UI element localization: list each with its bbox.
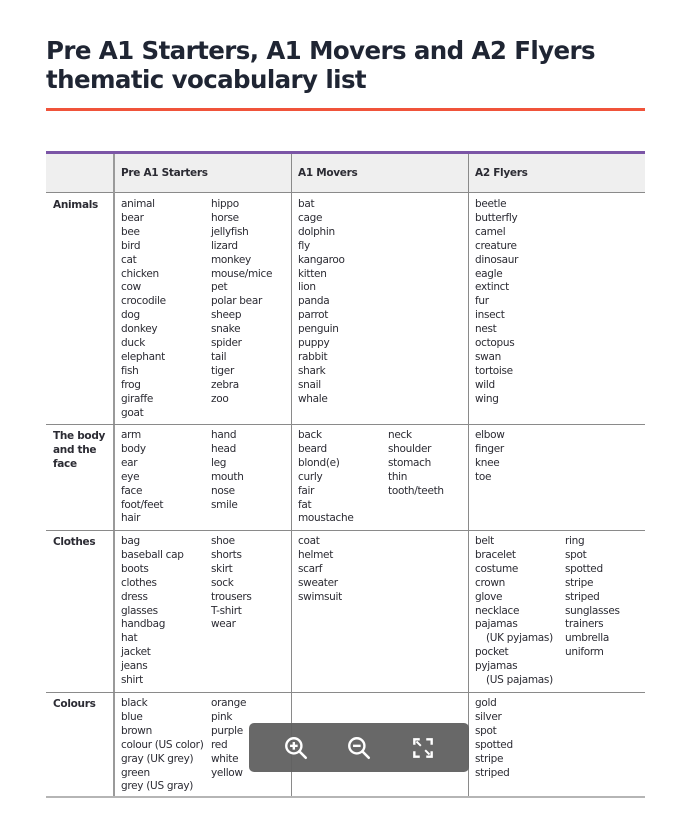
vocabulary-word: insect [475, 309, 505, 322]
vocabulary-word: butterfly [475, 211, 518, 224]
title-underline-divider [46, 108, 645, 111]
vocabulary-word: crown [475, 576, 506, 589]
vocabulary-word: sheep [211, 309, 242, 322]
vocabulary-word: pajamas [475, 618, 518, 631]
vocabulary-word: tooth/teeth [388, 484, 444, 497]
vocabulary-word: bracelet [475, 548, 516, 561]
vocabulary-word: stomach [388, 456, 432, 469]
vocabulary-word: snail [298, 378, 321, 391]
vocabulary-word: nest [475, 323, 497, 336]
vocabulary-word: shoe [211, 535, 235, 547]
word-list-starters [121, 429, 163, 526]
vocabulary-word: cow [121, 281, 141, 294]
vocabulary-word: (US pajamas) [486, 674, 553, 687]
viewer-zoom-toolbar [249, 723, 469, 772]
column-divider [468, 154, 469, 797]
vocabulary-word: nose [211, 484, 235, 497]
theme-label-clothes: Clothes [53, 536, 96, 548]
word-list-starters [121, 535, 184, 688]
vocabulary-word: stripe [565, 576, 594, 589]
vocabulary-word: tiger [211, 364, 234, 377]
vocabulary-word: spot [565, 548, 587, 561]
vocabulary-word: knee [475, 456, 500, 469]
vocabulary-word: kangaroo [298, 253, 345, 266]
vocabulary-word: pink [211, 710, 233, 723]
vocabulary-word: smile [211, 498, 238, 511]
vocabulary-word: striped [565, 590, 600, 603]
vocabulary-word: glove [475, 590, 503, 603]
vocabulary-word: fat [298, 498, 312, 511]
vocabulary-word: trainers [565, 618, 604, 631]
vocabulary-word: boots [121, 562, 149, 575]
theme-label-colours: Colours [53, 698, 96, 710]
zoom-out-button[interactable] [346, 735, 372, 761]
vocabulary-word: grey (US gray) [121, 780, 194, 793]
vocabulary-word: toe [475, 470, 492, 483]
page-title-line-1: Pre A1 Starters, A1 Movers and A2 Flyers [46, 36, 596, 65]
vocabulary-word: polar bear [211, 295, 262, 308]
column-divider [113, 154, 115, 797]
vocabulary-word: body [121, 442, 146, 455]
vocabulary-word: purple [211, 724, 243, 737]
vocabulary-word: striped [475, 766, 510, 779]
vocabulary-word: sock [211, 576, 234, 589]
vocabulary-word: hippo [211, 198, 239, 210]
vocabulary-word: jellyfish [211, 225, 249, 238]
vocabulary-word: tail [211, 350, 227, 363]
vocabulary-word: eagle [475, 267, 503, 280]
vocabulary-word: sweater [298, 576, 338, 589]
vocabulary-word: pyjamas [475, 660, 518, 673]
vocabulary-word: necklace [475, 604, 520, 617]
word-list-starters [211, 429, 244, 512]
vocabulary-word: costume [475, 562, 519, 575]
vocabulary-word: crocodile [121, 295, 166, 308]
word-list-starters [211, 198, 272, 407]
vocabulary-word: whale [298, 392, 328, 405]
vocabulary-word: panda [298, 295, 330, 308]
vocabulary-word: head [211, 442, 237, 455]
zoom-in-button[interactable] [283, 735, 309, 761]
word-list-starters [121, 198, 166, 421]
word-list-flyers [475, 429, 505, 485]
word-list-movers [298, 429, 354, 526]
vocabulary-word: hat [121, 632, 138, 645]
vocabulary-word: hair [121, 512, 141, 525]
word-list-flyers [475, 198, 518, 407]
row-divider [46, 530, 645, 531]
vocabulary-word: lizard [211, 239, 238, 252]
vocabulary-word: green [121, 766, 150, 779]
vocabulary-word: donkey [121, 323, 158, 336]
word-list-starters [211, 535, 252, 632]
vocabulary-word: creature [475, 239, 517, 252]
vocabulary-word: beetle [475, 198, 507, 210]
vocabulary-word: clothes [121, 576, 157, 589]
vocabulary-word: fly [298, 239, 310, 252]
vocabulary-word: face [121, 484, 143, 497]
vocabulary-word: bird [121, 239, 141, 252]
word-list-starters [121, 697, 203, 794]
vocabulary-word: leg [211, 456, 227, 469]
vocabulary-word: chicken [121, 267, 159, 280]
vocabulary-word: red [211, 738, 228, 751]
vocabulary-word: jacket [121, 646, 151, 659]
word-list-movers [298, 198, 345, 407]
vocabulary-word: bear [121, 211, 144, 224]
vocabulary-word: trousers [211, 590, 252, 603]
row-divider [46, 424, 645, 425]
vocabulary-word: goat [121, 406, 144, 419]
vocabulary-word: giraffe [121, 392, 154, 405]
vocabulary-word: duck [121, 337, 145, 350]
page-title-line-2: thematic vocabulary list [46, 65, 367, 94]
vocabulary-word: jeans [121, 660, 148, 673]
word-list-flyers [565, 535, 620, 660]
vocabulary-word: pet [211, 281, 228, 294]
vocabulary-word: swimsuit [298, 590, 342, 603]
vocabulary-word: umbrella [565, 632, 609, 645]
vocabulary-word: zebra [211, 378, 239, 391]
vocabulary-word: penguin [298, 323, 339, 336]
vocabulary-word: extinct [475, 281, 509, 294]
vocabulary-word: wing [475, 392, 499, 405]
vocabulary-word: monkey [211, 253, 251, 266]
vocabulary-word: orange [211, 697, 247, 709]
vocabulary-word: spider [211, 337, 242, 350]
table-bottom-border [46, 796, 645, 798]
vocabulary-word: coat [298, 535, 320, 547]
vocabulary-word: spot [475, 724, 497, 737]
column-header-starters: Pre A1 Starters [121, 167, 208, 179]
vocabulary-word: octopus [475, 337, 515, 350]
vocabulary-word: skirt [211, 562, 233, 575]
vocabulary-word: rabbit [298, 350, 328, 363]
word-list-starters [211, 697, 246, 780]
vocabulary-word: white [211, 752, 239, 765]
vocabulary-word: swan [475, 350, 501, 363]
vocabulary-word: finger [475, 442, 504, 455]
vocabulary-word: zoo [211, 392, 229, 405]
table-header-row [46, 154, 645, 193]
vocabulary-word: wear [211, 618, 236, 631]
vocabulary-word: cage [298, 211, 323, 224]
vocabulary-word: dress [121, 590, 148, 603]
vocabulary-word: snake [211, 323, 241, 336]
vocabulary-word: bee [121, 225, 140, 238]
vocabulary-word: mouth [211, 470, 244, 483]
theme-label-body-face: The body and the face [53, 430, 106, 470]
vocabulary-word: elbow [475, 429, 505, 441]
vocabulary-word: elephant [121, 350, 165, 363]
page-title [46, 36, 646, 94]
vocabulary-word: glasses [121, 604, 158, 617]
vocabulary-word: camel [475, 225, 506, 238]
vocabulary-word: shark [298, 364, 326, 377]
vocabulary-word: baseball cap [121, 548, 184, 561]
zoom-out-icon [346, 735, 372, 761]
vocabulary-word: kitten [298, 267, 327, 280]
vocabulary-word: gold [475, 697, 497, 709]
vocabulary-word: uniform [565, 646, 604, 659]
vocabulary-word: gray (UK grey) [121, 752, 194, 765]
vocabulary-word: bag [121, 535, 140, 547]
vocabulary-word: back [298, 429, 322, 441]
vocabulary-word: T-shirt [211, 604, 242, 617]
vocabulary-word: spotted [565, 562, 603, 575]
vocabulary-word: cat [121, 253, 137, 266]
vocabulary-word: puppy [298, 337, 330, 350]
word-list-movers [298, 535, 342, 605]
vocabulary-word: black [121, 697, 148, 709]
vocabulary-word: spotted [475, 738, 513, 751]
vocabulary-word: (UK pyjamas) [486, 632, 553, 645]
vocabulary-word: scarf [298, 562, 323, 575]
vocabulary-word: wild [475, 378, 495, 391]
vocabulary-word: frog [121, 378, 141, 391]
column-header-flyers: A2 Flyers [475, 167, 528, 179]
fit-screen-icon [410, 735, 436, 761]
vocabulary-word: stripe [475, 752, 504, 765]
vocabulary-word: fur [475, 295, 489, 308]
vocabulary-word: arm [121, 429, 141, 441]
vocabulary-word: foot/feet [121, 498, 164, 511]
vocabulary-word: yellow [211, 766, 243, 779]
vocabulary-word: bat [298, 198, 315, 210]
vocabulary-word: beard [298, 442, 327, 455]
vocabulary-word: horse [211, 211, 239, 224]
vocabulary-word: mouse/mice [211, 267, 273, 280]
word-list-flyers [475, 697, 513, 780]
vocabulary-word: blue [121, 710, 143, 723]
vocabulary-word: blond(e) [298, 456, 340, 469]
vocabulary-word: silver [475, 710, 502, 723]
vocabulary-word: tortoise [475, 364, 513, 377]
word-list-flyers [475, 535, 553, 688]
vocabulary-word: dog [121, 309, 140, 322]
vocabulary-word: brown [121, 724, 152, 737]
column-header-movers: A1 Movers [298, 167, 358, 179]
fit-screen-button[interactable] [410, 735, 436, 761]
vocabulary-word: thin [388, 470, 408, 483]
word-list-movers [388, 429, 444, 499]
vocabulary-word: shirt [121, 674, 143, 687]
vocabulary-word: lion [298, 281, 316, 294]
vocabulary-word: dinosaur [475, 253, 519, 266]
vocabulary-word: dolphin [298, 225, 335, 238]
vocabulary-word: handbag [121, 618, 166, 631]
vocabulary-word: moustache [298, 512, 354, 525]
vocabulary-word: ear [121, 456, 138, 469]
vocabulary-word: colour (US color) [121, 738, 204, 751]
vocabulary-word: pocket [475, 646, 509, 659]
vocabulary-word: parrot [298, 309, 329, 322]
vocabulary-word: fish [121, 364, 139, 377]
vocabulary-word: shorts [211, 548, 242, 561]
vocabulary-word: ring [565, 535, 585, 547]
vocabulary-word: belt [475, 535, 494, 547]
vocabulary-word: eye [121, 470, 140, 483]
vocabulary-word: sunglasses [565, 604, 620, 617]
vocabulary-word: curly [298, 470, 323, 483]
vocabulary-word: fair [298, 484, 315, 497]
vocabulary-word: neck [388, 429, 412, 441]
vocabulary-word: animal [121, 198, 155, 210]
theme-label-animals: Animals [53, 199, 98, 211]
vocabulary-word: shoulder [388, 442, 432, 455]
zoom-in-icon [283, 735, 309, 761]
row-divider [46, 692, 645, 693]
vocabulary-word: helmet [298, 548, 334, 561]
column-divider [291, 154, 292, 797]
vocabulary-word: hand [211, 429, 237, 441]
